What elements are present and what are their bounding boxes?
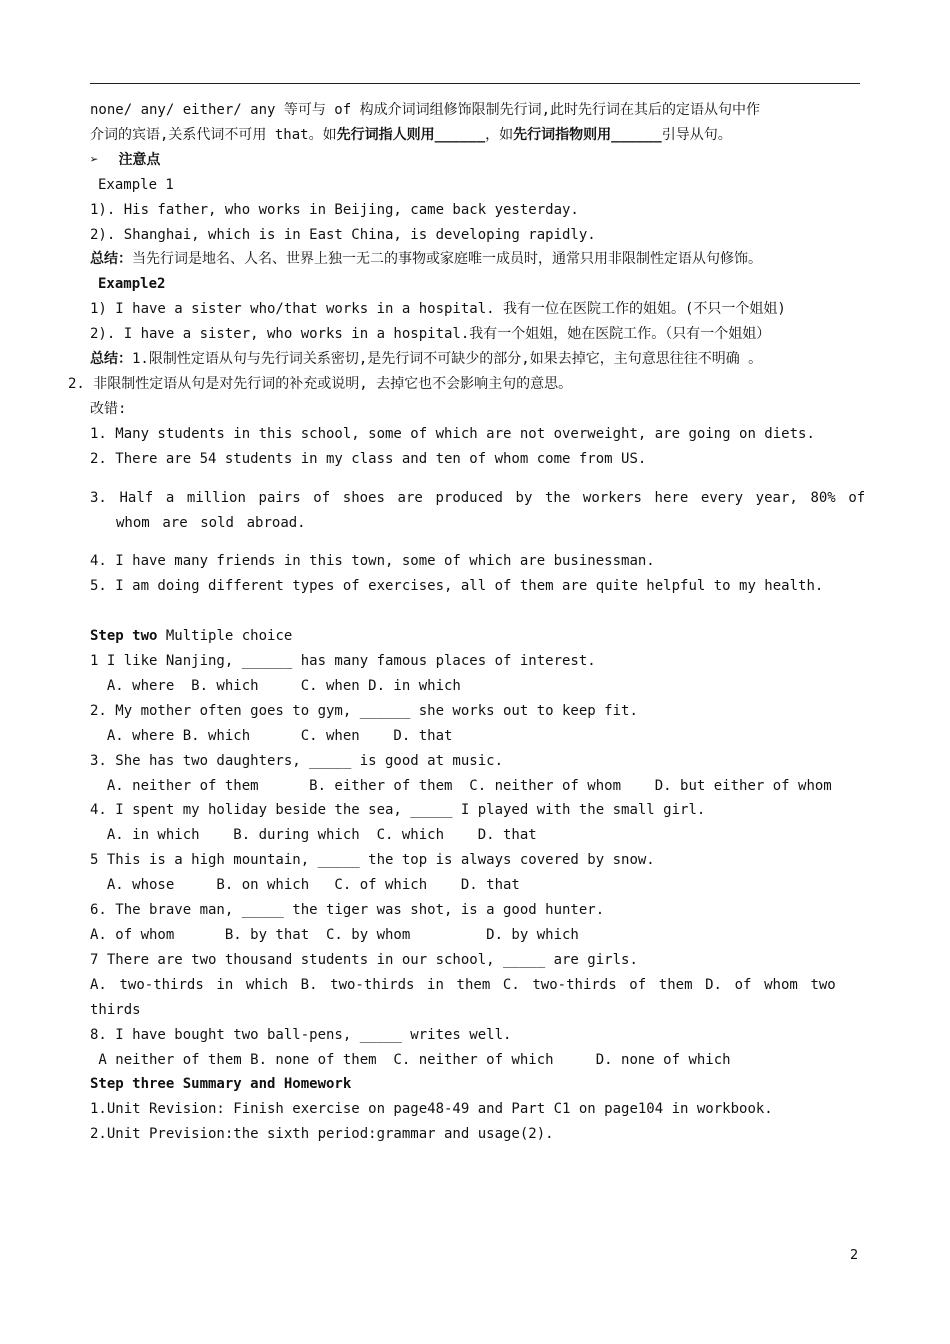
- page-number: 2: [850, 1248, 859, 1263]
- example2-point-2: 2. 非限制性定语从句是对先行词的补充或说明, 去掉它也不会影响主句的意思。: [68, 375, 573, 392]
- note-heading-text: 注意点: [118, 151, 161, 168]
- intro-line-2: [90, 123, 870, 148]
- example2-sentence-2: 2). I have a sister, who works in a hospital.我有一个姐姐，她在医院工作。（只有一个姐姐）: [90, 326, 771, 343]
- step2-title: Multiple choice: [157, 628, 293, 645]
- correction-title: 改错:: [90, 400, 127, 417]
- homework-item-1: 1.Unit Revision: Finish exercise on page48-49 and Part C1 on page104 in workbook.: [90, 1101, 773, 1118]
- correction-item: 4. I have many friends in this town, some of which are businessman.: [90, 553, 655, 570]
- example1-summary: [90, 247, 870, 272]
- question-4: 4. I spent my holiday beside the sea, _____ I played with the small girl.: [90, 802, 706, 819]
- question-7: 7 There are two thousand students in our school, _____ are girls.: [90, 951, 638, 968]
- question-4-options: A. in which B. during which C. which D. that: [90, 827, 537, 844]
- correction-item: 3. Half a million pairs of shoes are produced by the workers here every year, 80% of whom are sold abroad.: [90, 489, 866, 531]
- header-rule: [90, 83, 860, 84]
- step2-heading: [90, 624, 870, 649]
- example1-sentence-1: 1). His father, who works in Beijing, came back yesterday.: [90, 201, 579, 218]
- summary-text: 1.限制性定语从句与先行词关系密切,是先行词不可缺少的部分,如果去掉它，主句意思往往不明确 。: [132, 351, 763, 368]
- question-6-options: A. of whom B. by that C. by whom D. by which: [90, 927, 579, 943]
- page-content: [68, 98, 870, 1147]
- summary-text: 当先行词是地名、人名、世界上独一无二的事物或家庭唯一成员时，通常只用非限制性定语从句修饰。: [132, 251, 762, 268]
- correction-item: 5. I am doing different types of exercises, all of them are quite helpful to my health.: [90, 578, 824, 595]
- step3-heading: Step three Summary and Homework: [90, 1076, 352, 1093]
- question-1-options: A. where B. which C. when D. in which: [90, 677, 461, 694]
- note-heading: [90, 148, 870, 173]
- question-8: 8. I have bought two ball-pens, _____ writes well.: [90, 1026, 512, 1043]
- intro-bold-thing: 先行词指物则用______: [513, 126, 662, 143]
- example1-title: Example 1: [98, 176, 174, 193]
- example1-sentence-2: 2). Shanghai, which is in East China, is developing rapidly.: [90, 226, 596, 243]
- intro-line-1: none/ any/ either/ any 等可与 of 构成介词词组修饰限制先行词,此时先行词在其后的定语从句中作: [90, 102, 761, 118]
- question-3-options: A. neither of them B. either of them C. neither of whom D. but either of whom: [90, 777, 832, 794]
- question-7-options: A. two-thirds in which B. two-thirds in them C. two-thirds of them D. of whom two thirds: [90, 976, 836, 1018]
- question-5-options: A. whose B. on which C. of which D. that: [90, 877, 520, 894]
- question-2-options: A. where B. which C. when D. that: [90, 727, 453, 744]
- example2-sentence-1: 1) I have a sister who/that works in a hospital. 我有一位在医院工作的姐姐。(不只一个姐姐): [90, 301, 786, 318]
- correction-item: 2. There are 54 students in my class and ten of whom come from US.: [90, 450, 647, 467]
- summary-label: 总结：: [90, 251, 132, 268]
- intro-text-c: 引导从句。: [661, 126, 732, 143]
- step2-label: Step two: [90, 628, 158, 645]
- summary-label: 总结：: [90, 351, 132, 368]
- homework-item-2: 2.Unit Prevision:the sixth period:grammar and usage(2).: [90, 1126, 554, 1143]
- question-1: 1 I like Nanjing, ______ has many famous places of interest.: [90, 653, 596, 670]
- blank-line: [90, 599, 870, 624]
- example2-summary: [90, 347, 870, 372]
- example2-title: Example2: [98, 276, 166, 293]
- intro-bold-person: 先行词指人则用______: [336, 126, 486, 143]
- question-3: 3. She has two daughters, _____ is good at music.: [90, 752, 504, 769]
- intro-text-a: 介词的宾语,关系代词不可用 that。如: [90, 126, 337, 143]
- arrow-bullet-icon: ➢: [90, 151, 99, 168]
- intro-text-b: ，如: [485, 126, 514, 143]
- question-6: 6. The brave man, _____ the tiger was shot, is a good hunter.: [90, 902, 605, 919]
- correction-item: 1. Many students in this school, some of which are not overweight, are going on diets.: [90, 425, 815, 442]
- question-8-options: A neither of them B. none of them C. neither of which D. none of which: [90, 1051, 731, 1068]
- question-5: 5 This is a high mountain, _____ the top is always covered by snow.: [90, 852, 655, 869]
- question-2: 2. My mother often goes to gym, ______ she works out to keep fit.: [90, 702, 638, 719]
